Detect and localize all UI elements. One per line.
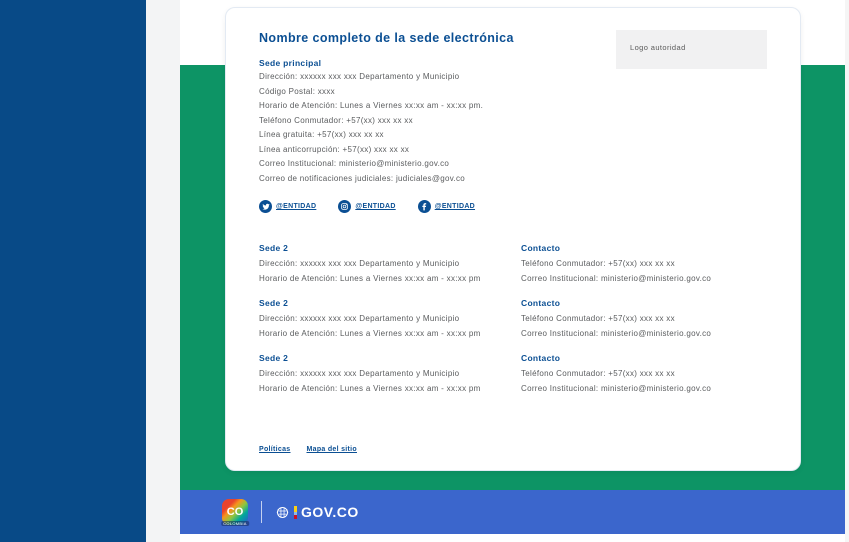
postal-code-line: Código Postal: xxxx [259, 86, 335, 96]
judicial-email-line: Correo de notificaciones judiciales: judiciales@gov.co [259, 173, 466, 183]
social-links-row [259, 200, 475, 213]
legal-links-row [259, 446, 357, 453]
page-footer-region [180, 0, 849, 542]
twitter-link[interactable] [259, 200, 316, 213]
phone-line: Teléfono Conmutador: +57(xx) xxx xx xx [259, 115, 413, 125]
free-line: Línea gratuita: +57(xx) xxx xx xx [259, 130, 384, 139]
instagram-handle: @ENTIDAD [355, 203, 396, 210]
govco-footer-bar [180, 490, 849, 534]
contacto-heading: Contacto [521, 298, 561, 308]
contacto-heading: Contacto [521, 243, 561, 253]
authority-logo-label: Logo autoridad [630, 43, 686, 52]
mapa-del-sitio-link[interactable]: Mapa del sitio [306, 446, 357, 453]
facebook-icon [418, 200, 431, 213]
sede-2-heading: Sede 2 [259, 243, 289, 253]
sede-2-hours: Horario de Atención: Lunes a Viernes xx:xx am - xx:xx pm [259, 328, 481, 338]
politicas-link[interactable]: Políticas [259, 446, 291, 453]
co-logo-text: CO [226, 506, 244, 518]
sede-2-heading: Sede 2 [259, 298, 289, 308]
anticorruption-line: Línea anticorrupción: +57(xx) xxx xx xx [259, 144, 410, 154]
sede-2-address: Dirección: xxxxxx xxx xxx Departamento y Municipio [259, 369, 460, 378]
contacto-email: Correo Institucional: ministerio@ministerio.gov.co [521, 328, 712, 338]
sede-principal-heading: Sede principal [259, 58, 322, 68]
left-navy-panel [0, 0, 146, 542]
contacto-phone: Teléfono Conmutador: +57(xx) xxx xx xx [521, 259, 675, 268]
twitter-handle: @ENTIDAD [276, 203, 317, 210]
page-gutter [146, 0, 180, 542]
facebook-handle: @ENTIDAD [434, 203, 476, 210]
contacto-block [521, 243, 771, 286]
address-line: Dirección: xxxxxx xxx xxx Departamento y Municipio [259, 72, 460, 81]
sede-principal-details [259, 70, 483, 186]
entity-name-title: Nombre completo de la sede electrónica [259, 31, 514, 45]
hours-line: Horario de Atención: Lunes a Viernes xx:xx am - xx:xx pm. [259, 101, 484, 110]
contacto-email: Correo Institucional: ministerio@ministerio.gov.co [521, 383, 712, 393]
contacto-phone: Teléfono Conmutador: +57(xx) xxx xx xx [521, 369, 675, 378]
sede-2-block [259, 353, 509, 396]
twitter-icon [259, 200, 272, 213]
contacto-heading: Contacto [521, 353, 561, 363]
instagram-link[interactable] [338, 200, 395, 213]
contacto-block [521, 353, 771, 396]
email-line: Correo Institucional: ministerio@ministerio.gov.co [259, 159, 450, 168]
govco-brand[interactable] [275, 504, 359, 520]
sede-2-block [259, 243, 509, 286]
bar-divider [261, 501, 262, 523]
authority-logo-placeholder [616, 30, 767, 69]
sede-2-hours: Horario de Atención: Lunes a Viernes xx:xx am - xx:xx pm [259, 383, 481, 393]
scrollbar-track[interactable] [845, 0, 849, 542]
sede-2-heading: Sede 2 [259, 353, 289, 363]
instagram-icon [338, 200, 351, 213]
sede-2-address: Dirección: xxxxxx xxx xxx Departamento y Municipio [259, 314, 460, 323]
co-colombia-logo [222, 499, 248, 525]
colombia-crest-icon [275, 505, 290, 520]
contacto-email: Correo Institucional: ministerio@ministerio.gov.co [521, 273, 712, 283]
entity-footer-card [225, 7, 801, 471]
sede-2-address: Dirección: xxxxxx xxx xxx Departamento y Municipio [259, 259, 460, 268]
contacto-phone: Teléfono Conmutador: +57(xx) xxx xx xx [521, 314, 675, 323]
contacto-block [521, 298, 771, 341]
facebook-link[interactable] [418, 200, 475, 213]
sede-2-block [259, 298, 509, 341]
co-logo-subtext: COLOMBIA [223, 521, 247, 526]
govco-wordmark: GOV.CO [301, 504, 359, 520]
colombia-flag-mark [294, 506, 297, 519]
sede-2-hours: Horario de Atención: Lunes a Viernes xx:xx am - xx:xx pm [259, 273, 481, 283]
